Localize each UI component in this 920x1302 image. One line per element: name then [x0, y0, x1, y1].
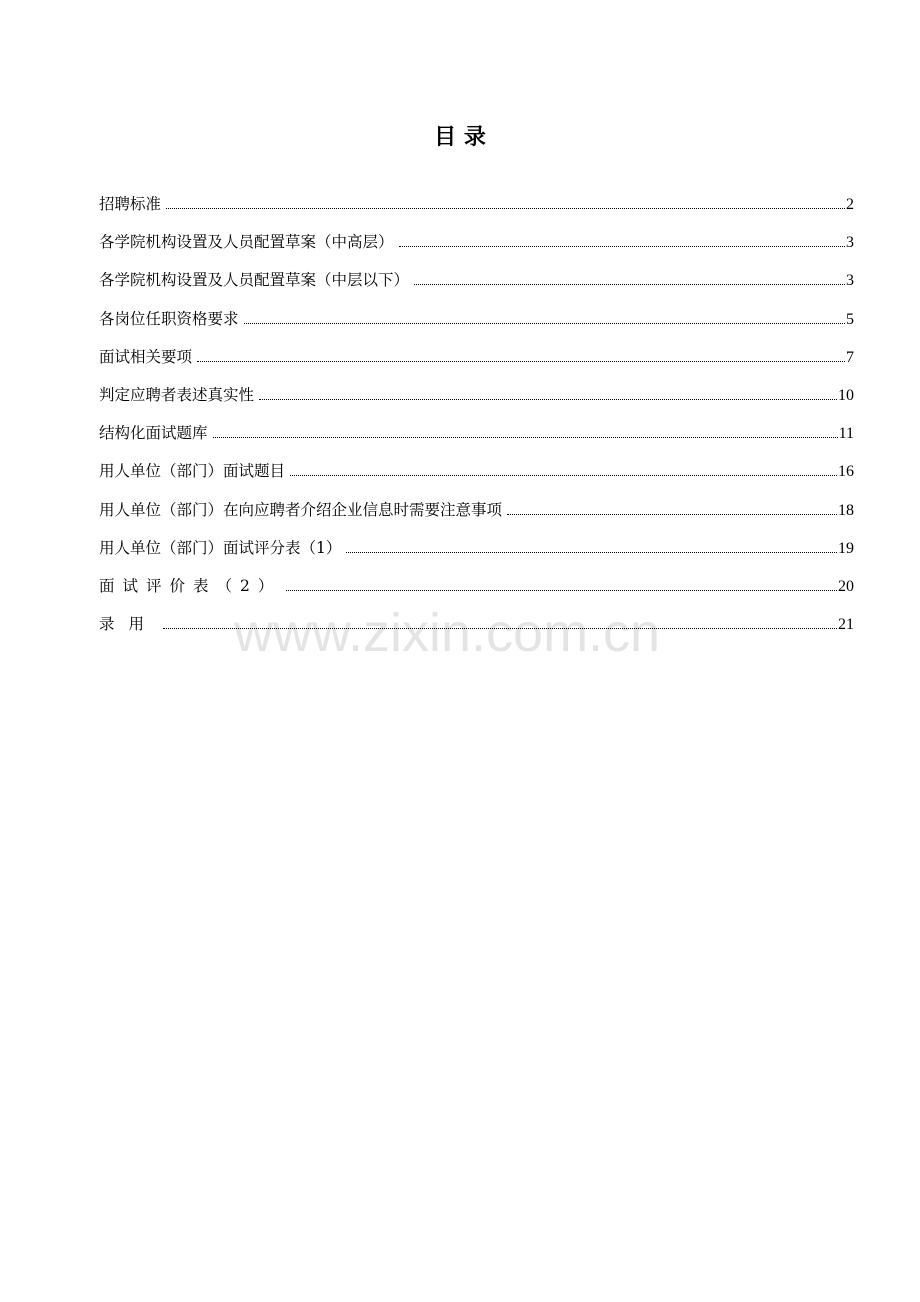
toc-title: 目 录	[434, 124, 486, 150]
toc-entry-text: 各学院机构设置及人员配置草案（中高层）	[99, 233, 394, 252]
toc-entry-page: 11	[838, 425, 854, 443]
toc-entry-text: 各学院机构设置及人员配置草案（中层以下）	[99, 271, 410, 290]
toc-entry-page: 16	[838, 463, 854, 481]
toc-leader-dots	[213, 424, 838, 438]
toc-entry-page: 20	[838, 577, 854, 595]
toc-leader-dots	[399, 233, 845, 247]
toc-entry-page: 3	[846, 272, 854, 290]
toc-entry-page: 18	[838, 501, 854, 519]
toc-entry-page: 7	[846, 348, 854, 366]
toc-entry[interactable]	[99, 192, 854, 230]
toc-entry[interactable]	[99, 498, 854, 536]
toc-leader-dots	[166, 195, 845, 209]
toc-entry-page: 5	[846, 310, 854, 328]
toc-entry-text: 用人单位（部门）面试题目	[99, 462, 286, 481]
toc-leader-dots	[346, 539, 837, 553]
toc-entry-text: 各岗位任职资格要求	[99, 309, 239, 328]
toc-entry[interactable]	[99, 268, 854, 306]
toc-entry[interactable]	[99, 574, 854, 612]
toc-entry[interactable]	[99, 307, 854, 345]
toc-leader-dots	[414, 271, 845, 285]
toc-list	[99, 192, 854, 650]
toc-entry-text: 面试评价表（2）	[99, 576, 282, 595]
toc-entry-text: 录用	[99, 615, 159, 634]
toc-leader-dots	[244, 310, 845, 324]
toc-entry-text: 判定应聘者表述真实性	[99, 385, 255, 404]
toc-entry-page: 19	[838, 539, 854, 557]
toc-leader-dots	[197, 348, 845, 362]
toc-entry-page: 3	[846, 234, 854, 252]
toc-entry-page: 10	[838, 386, 854, 404]
toc-entry[interactable]	[99, 459, 854, 497]
toc-entry[interactable]	[99, 230, 854, 268]
toc-entry-text: 招聘标准	[99, 195, 162, 213]
toc-leader-dots	[290, 462, 837, 476]
toc-entry-text: 结构化面试题库	[99, 424, 208, 443]
toc-leader-dots	[507, 501, 837, 515]
toc-entry-text: 面试相关要项	[99, 347, 193, 366]
toc-entry[interactable]	[99, 612, 854, 650]
toc-leader-dots	[259, 386, 837, 400]
toc-entry[interactable]	[99, 421, 854, 459]
toc-entry-text: 用人单位（部门）面试评分表（1）	[99, 538, 342, 557]
toc-entry-page: 21	[838, 616, 854, 634]
toc-entry-text: 用人单位（部门）在向应聘者介绍企业信息时需要注意事项	[99, 500, 503, 519]
toc-entry-page: 2	[846, 196, 854, 213]
toc-entry[interactable]	[99, 345, 854, 383]
toc-entry[interactable]	[99, 383, 854, 421]
toc-leader-dots	[163, 615, 837, 629]
toc-leader-dots	[286, 577, 837, 591]
watermark: www.zixin.com.cn	[234, 603, 661, 663]
toc-entry[interactable]	[99, 536, 854, 574]
